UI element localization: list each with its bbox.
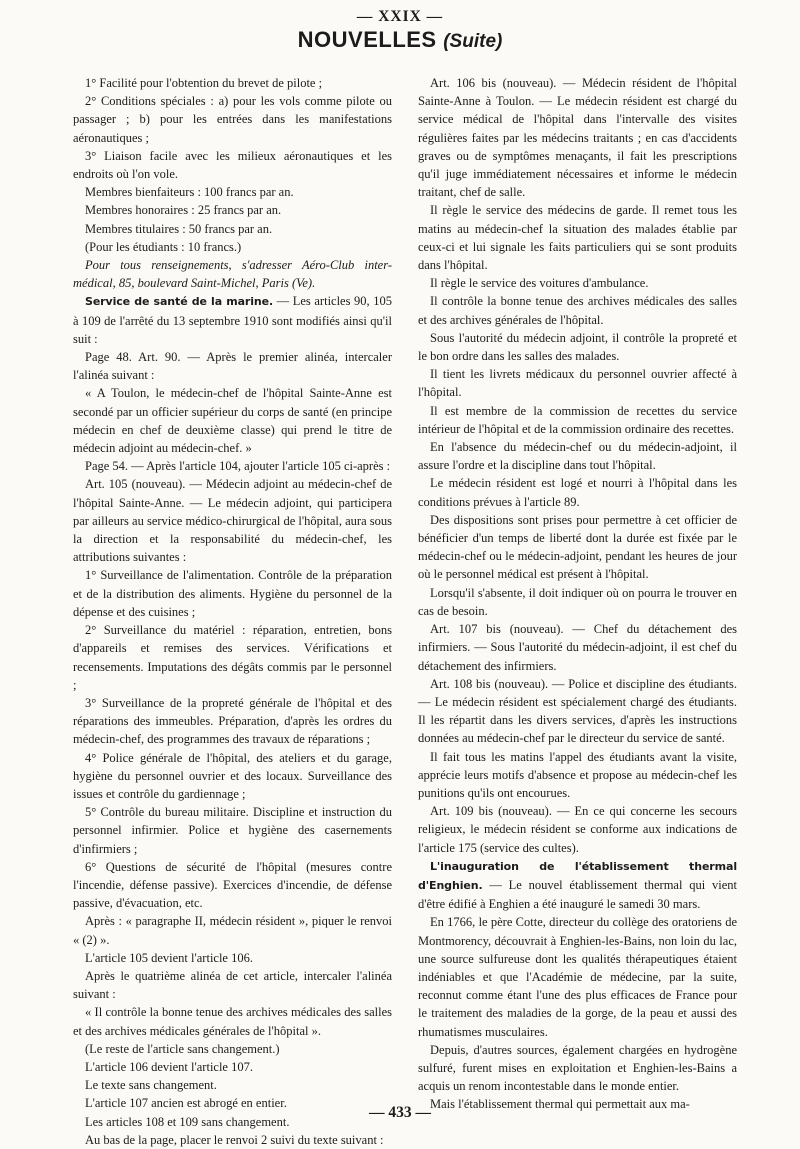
right-column [418, 74, 737, 1114]
paragraph: Sous l'autorité du médecin adjoint, il contrôle la propreté et le bon ordre dans les salles des malades. [418, 330, 737, 364]
paragraph: Il règle le service des voitures d'ambulance. [430, 276, 649, 291]
inline-heading: L'inauguration de l'établissement thermal d'Enghien. [418, 859, 737, 892]
paragraph: 2° Conditions spéciales : a) pour les vols comme pilote ou passager ; b) pour les entrées dans les manifestations aéronautiques ; [73, 94, 392, 145]
paragraph: Membres bienfaiteurs : 100 francs par an. [85, 185, 294, 200]
paragraph: 2° Surveillance du matériel : réparation, entretien, bons d'appareils et remises des services. Vérifications et recensements. Imputations des dégâts commis par le personnel ; [73, 623, 392, 692]
paragraph: Page 54. — Après l'article 104, ajouter l'article 105 ci-après : [85, 459, 391, 474]
paragraph: Il fait tous les matins l'appel des étudiants avant la visite, apprécie leurs motifs d'absence et propose au médecin-chef les punitions qu'ils ont encourues. [418, 749, 737, 800]
paragraph: L'article 107 ancien est abrogé en entier. [85, 1096, 287, 1111]
paragraph: En l'absence du médecin-chef ou du médecin-adjoint, il assure l'ordre et la discipline dans tout l'hôpital. [418, 440, 737, 473]
paragraph: (Pour les étudiants : 10 francs.) [85, 239, 242, 254]
paragraph: L'article 105 devient l'article 106. [85, 950, 253, 965]
paragraph: Après : « paragraphe II, médecin résident », piquer le renvoi « (2) ». [73, 914, 392, 947]
inline-heading: Service de santé de la marine. [85, 295, 274, 309]
paragraph-with-heading [418, 857, 737, 914]
paragraph: « Il contrôle la bonne tenue des archives médicales des salles et des archives médicales générales de l'hôpital ». [73, 1005, 392, 1038]
paragraph-with-heading [73, 292, 392, 348]
paragraph: Il règle le service des médecins de garde. Il remet tous les matins au médecin-chef la situation des malades établie par ceux-ci et lui signale les faits particuliers qui se sont produits dans l'hôpital. [418, 203, 737, 273]
paragraph: Le médecin résident est logé et nourri à l'hôpital dans les conditions prévues à l'article 89. [418, 476, 737, 509]
section-title-text: NOUVELLES [297, 27, 437, 52]
section-title [0, 27, 800, 53]
paragraph: Art. 105 (nouveau). — Médecin adjoint au médecin-chef de l'hôpital Sainte-Anne. — Le médecin adjoint, qui participera par ailleurs au service médico-chirurgical de l'hôpital, aura sous la direction et la responsabilité du médecin-chef, les attributions suivantes : [73, 477, 392, 565]
paragraph: Les articles 108 et 109 sans changement. [85, 1114, 290, 1129]
roman-page-number: — XXIX — [356, 8, 444, 25]
paragraph: Page 48. Art. 90. — Après le premier alinéa, intercaler l'alinéa suivant : [73, 350, 392, 383]
paragraph: Il est membre de la commission de recettes du service intérieur de l'hôpital et de la commission ordinaire des recettes. [418, 403, 737, 436]
folio-page-number: — 433 — [369, 1104, 431, 1121]
paragraph: 4° Police générale de l'hôpital, des ateliers et du garage, hygiène du personnel ouvrier et des locaux. Surveillance des issues et contrôle du gardiennage ; [73, 750, 392, 801]
paragraph: Art. 108 bis (nouveau). — Police et discipline des étudiants. — Le médecin résident est spécialement chargé des étudiants. Il les répartit dans les divers services, d'après les instructions données au médecin-chef par le directeur du service de santé. [418, 676, 737, 746]
paragraph: Art. 109 bis (nouveau). — En ce qui concerne les secours religieux, le médecin résident se conforme aux indications de l'article 175 (service des cultes). [418, 804, 737, 855]
paragraph: Des dispositions sont prises pour permettre à cet officier de bénéficier d'un temps de liberté dont la durée est fixée par le médecin-chef ou le médecin-adjoint, pendant les heures de jour où le personnel médical est présent à l'hôpital. [418, 512, 737, 582]
paragraph: Mais l'établissement thermal qui permettait aux ma- [430, 1097, 690, 1112]
paragraph: Lorsqu'il s'absente, il doit indiquer où on pourra le trouver en cas de besoin. [418, 585, 737, 618]
paragraph: « A Toulon, le médecin-chef de l'hôpital Sainte-Anne est secondé par un officier supérieur du corps de santé (en principe médecin en chef de deuxième classe) qui prend le titre de médecin adjoint au médecin-chef. » [73, 386, 392, 456]
paragraph: Membres titulaires : 50 francs par an. [85, 221, 273, 236]
paragraph: 6° Questions de sécurité de l'hôpital (mesures contre l'incendie, défense passive). Exercices d'incendie, de défense passive, d'évacuation, etc. [73, 859, 392, 911]
inline-text: — Les articles 90, 105 à 109 de l'arrêté du 13 septembre 1910 sont modifiés ainsi qu'il suit : [73, 294, 393, 346]
paragraph: Depuis, d'autres sources, également chargées en hydrogène sulfuré, furent mises en exploitation et Enghien-les-Bains a acquis un renom incontestable dans le monde entier. [418, 1042, 737, 1094]
paragraph: En 1766, le père Cotte, directeur du collège des oratoriens de Montmorency, découvrait à Enghien-les-Bains, non loin du lac, une source sulfureuse dont les qualités thérapeutiques étaient indéniables et que l'Académie de médecine, par la suite, reconnut comme étant l'une des plus efficaces de France pour le traitement des maladies de la gorge, de la peau et aussi des rhumatismes musculaires. [418, 915, 737, 1039]
paragraph: Après le quatrième alinéa de cet article, intercaler l'alinéa suivant : [73, 968, 392, 1002]
paragraph: 5° Contrôle du bureau militaire. Discipline et instruction du personnel infirmier. Police et hygiène des casernements d'infirmiers ; [73, 805, 392, 856]
paragraph: Membres honoraires : 25 francs par an. [85, 203, 282, 218]
inline-text: — Le nouvel établissement thermal qui vient d'être édifié à Enghien a été inauguré le samedi 30 mars. [418, 877, 737, 912]
left-column [73, 74, 392, 1149]
paragraph: L'article 106 devient l'article 107. [85, 1059, 253, 1074]
paragraph: 1° Facilité pour l'obtention du brevet de pilote ; [85, 76, 323, 90]
paragraph: 3° Liaison facile avec les milieux aéronautiques et les endroits où l'on vole. [73, 148, 392, 182]
paragraph: Art. 107 bis (nouveau). — Chef du détachement des infirmiers. — Sous l'autorité du médecin-adjoint, il est chef du détachement des infirmiers. [418, 622, 737, 673]
paragraph: 1° Surveillance de l'alimentation. Contrôle de la préparation et de la distribution des aliments. Hygiène du personnel de la dépense et des cuisines ; [73, 568, 392, 619]
paragraph-italic: Pour tous renseignements, s'adresser Aéro-Club inter-médical, 85, boulevard Saint-Michel, Paris (Ve). [73, 258, 392, 291]
paragraph: Il tient les livrets médicaux du personnel ouvrier affecté à l'hôpital. [418, 367, 737, 400]
section-title-suite: (Suite) [443, 31, 503, 52]
paragraph: Art. 106 bis (nouveau). — Médecin résident de l'hôpital Sainte-Anne à Toulon. — Le médecin résident est chargé du service médical de l'hôpital dans l'intervalle des visites régulières faites par les médecins traitants ; en cas d'accidents graves ou de symptômes menaçants, il fait les prescriptions qu'il juge immédiatement nécessaires et informe le médecin traitant, chef de salle. [418, 76, 737, 200]
paragraph: Il contrôle la bonne tenue des archives médicales des salles et des archives générales de l'hôpital. [418, 294, 737, 327]
paragraph: Le texte sans changement. [85, 1078, 217, 1093]
paragraph: 3° Surveillance de la propreté générale de l'hôpital et des réparations des immeubles. Préparation, d'après les ordres du médecin-chef, des programmes des travaux de réparations ; [73, 695, 392, 747]
paragraph: Au bas de la page, placer le renvoi 2 suivi du texte suivant : [85, 1132, 384, 1147]
paragraph: (Le reste de l'article sans changement.) [85, 1041, 280, 1056]
